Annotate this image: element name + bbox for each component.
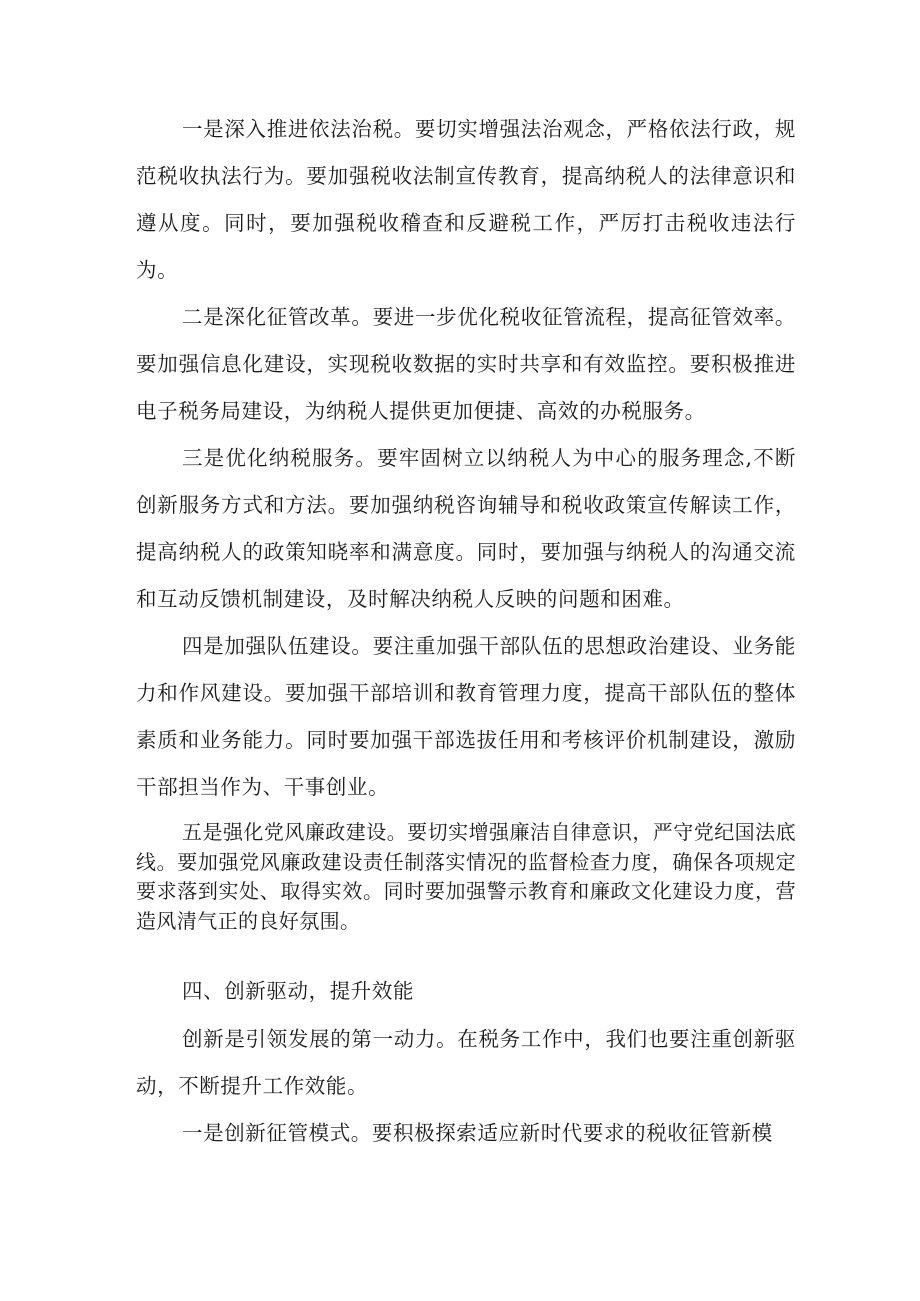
paragraph-innovation-model: 一是创新征管模式。要积极探索适应新时代要求的税收征管新模 [182, 1121, 773, 1145]
paragraph-innovation-intro: 创新是引领发展的第一动力。在税务工作中，我们也要注重创新驱动，不断提升工作效能。 [136, 1027, 796, 1098]
paragraph-collection-reform: 二是深化征管改革。要进一步优化税收征管流程，提高征管效率。要加强信息化建设，实现税收数据的实时共享和有效监控。要积极推进电子税务局建设，为纳税人提供更加便捷、高效的办税服务。 [136, 305, 796, 423]
paragraph-integrity: 五是强化党风廉政建设。要切实增强廉洁自律意识，严守党纪国法底线。要加强党风廉政建设责任制落实情况的监督检查力度，确保各项规定要求落到实处、取得实效。同时要加强警示教育和廉政文化建设力度，营造风清气正的良好氛围。 [136, 820, 796, 933]
paragraph-taxpayer-service: 三是优化纳税服务。要牢固树立以纳税人为中心的服务理念,不断创新服务方式和方法。要加强纳税咨询辅导和税收政策宣传解读工作，提高纳税人的政策知晓率和满意度。同时，要加强与纳税人的沟通交流和互动反馈机制建设，及时解决纳税人反映的问题和困难。 [136, 446, 796, 611]
paragraph-rule-of-law: 一是深入推进依法治税。要切实增强法治观念，严格依法行政，规范税收执法行为。要加强税收法制宣传教育，提高纳税人的法律意识和遵从度。同时，要加强税收稽查和反避税工作，严厉打击税收违法行为。 [136, 117, 796, 282]
section-heading: 四、创新驱动，提升效能 [182, 979, 415, 1003]
paragraph-team-building: 四是加强队伍建设。要注重加强干部队伍的思想政治建设、业务能力和作风建设。要加强干部培训和教育管理力度，提高干部队伍的整体素质和业务能力。同时要加强干部选拔任用和考核评价机制建设，激励干部担当作为、干事创业。 [136, 634, 796, 799]
